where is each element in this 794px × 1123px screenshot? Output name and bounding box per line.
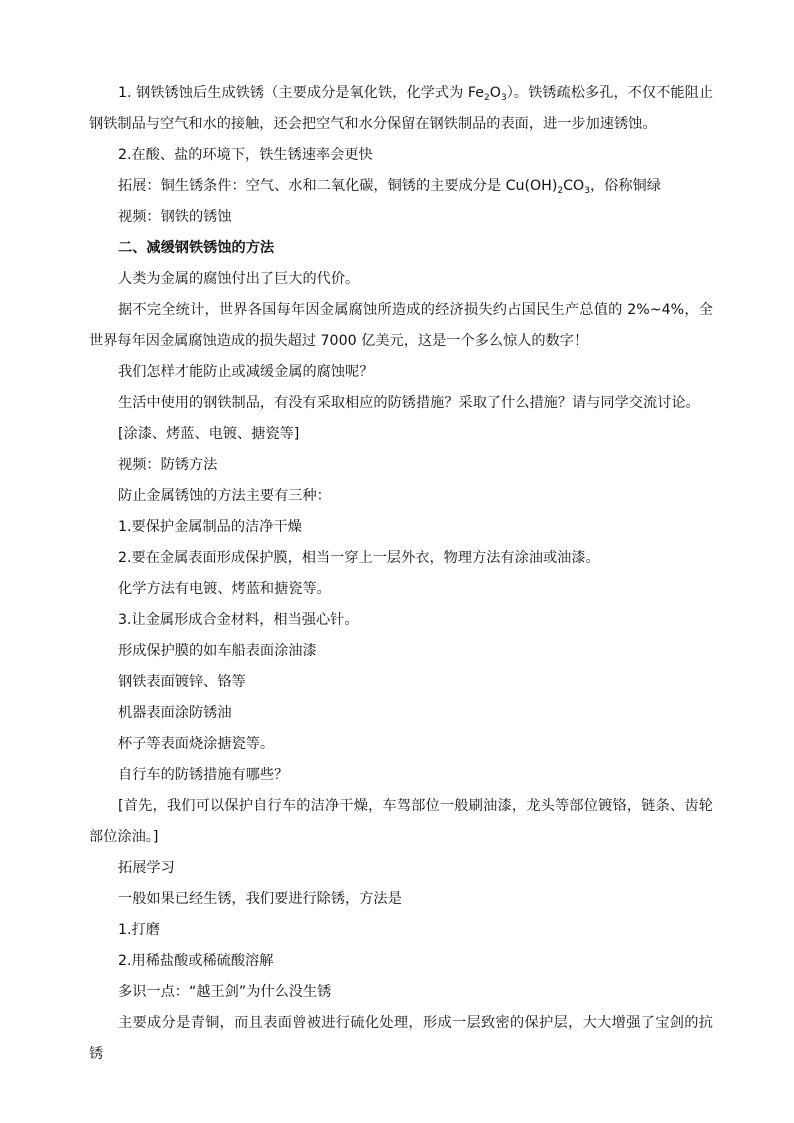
text-run: ，俗称铜绿 bbox=[589, 178, 661, 194]
paragraph: 我们怎样才能防止或减缓金属的腐蚀呢？ bbox=[118, 364, 374, 380]
paragraph-copper-rust bbox=[89, 171, 713, 202]
paragraph: 生活中使用的钢铁制品，有没有采取相应的防锈措施？采取了什么措施？请与同学交流讨论。 bbox=[118, 395, 700, 411]
paragraph: 视频：防锈方法 bbox=[118, 457, 218, 473]
paragraph: 钢铁表面镀锌、铬等 bbox=[118, 674, 246, 690]
text-run: 拓展：铜生锈条件：空气、水和二氧化碳，铜锈的主要成分是 Cu(OH) bbox=[118, 178, 558, 194]
paragraph: 化学方法有电镀、烤蓝和搪瓷等。 bbox=[118, 581, 331, 597]
paragraph: 1.要保护金属制品的洁净干燥 bbox=[118, 519, 302, 535]
paragraph: 主要成分是青铜，而且表面曾被进行硫化处理，形成一层致密的保护层，大大增强了宝剑的抗锈 bbox=[89, 1015, 713, 1062]
paragraph: 形成保护膜的如车船表面涂油漆 bbox=[118, 643, 317, 659]
document-page bbox=[89, 78, 713, 1070]
paragraph: 多识一点：“越王剑”为什么没生锈 bbox=[118, 984, 332, 1000]
paragraph: [涂漆、烤蓝、电镀、搪瓷等] bbox=[118, 426, 300, 442]
subscript: 2 bbox=[557, 186, 564, 196]
paragraph: 据不完全统计，世界各国每年因金属腐蚀所造成的经济损失约占国民生产总值的 2%~4%，全世界每年因金属腐蚀造成的损失超过 7000 亿美元，这是一个多么惊人的数字！ bbox=[89, 302, 713, 349]
text-run: 1. 钢铁锈蚀后生成铁锈（主要成分是氧化铁，化学式为 Fe bbox=[118, 85, 485, 101]
subscript: 3 bbox=[500, 93, 507, 103]
subscript: 3 bbox=[584, 186, 590, 196]
paragraph: 防止金属锈蚀的方法主要有三种： bbox=[118, 488, 331, 504]
paragraph: 拓展学习 bbox=[118, 860, 175, 876]
paragraph: 2.在酸、盐的环境下，铁生锈速率会更快 bbox=[118, 147, 373, 163]
paragraph: 机器表面涂防锈油 bbox=[118, 705, 232, 721]
subscript: 2 bbox=[484, 93, 490, 103]
paragraph: 一般如果已经生锈，我们要进行除锈，方法是 bbox=[118, 891, 402, 907]
section-heading: 二、减缓钢铁锈蚀的方法 bbox=[118, 240, 275, 256]
paragraph: 杯子等表面烧涂搪瓷等。 bbox=[118, 736, 275, 752]
paragraph: 1.打磨 bbox=[118, 922, 160, 938]
paragraph: 人类为金属的腐蚀付出了巨大的代价。 bbox=[118, 271, 360, 287]
text-run: CO bbox=[563, 178, 585, 194]
paragraph: 2.要在金属表面形成保护膜，相当一穿上一层外衣，物理方法有涂油或油漆。 bbox=[118, 550, 600, 566]
paragraph: 3.让金属形成合金材料，相当强心针。 bbox=[118, 612, 359, 628]
text-run: ）。铁锈疏松多孔，不仅不能阻止钢铁制品与空气和水的接触，还会把空气和水分保留在钢铁制品的表面，进一步加速锈蚀。 bbox=[89, 85, 714, 132]
paragraph: 2.用稀盐酸或稀硫酸溶解 bbox=[118, 953, 274, 969]
paragraph-rust-composition bbox=[89, 78, 713, 140]
paragraph: 自行车的防锈措施有哪些？ bbox=[118, 767, 289, 783]
text-run: O bbox=[489, 85, 501, 101]
paragraph: 视频：钢铁的锈蚀 bbox=[118, 209, 232, 225]
paragraph: [首先，我们可以保护自行车的洁净干燥，车驾部位一般刷油漆，龙头等部位镀铬，链条、齿轮部位涂油。] bbox=[89, 798, 713, 845]
